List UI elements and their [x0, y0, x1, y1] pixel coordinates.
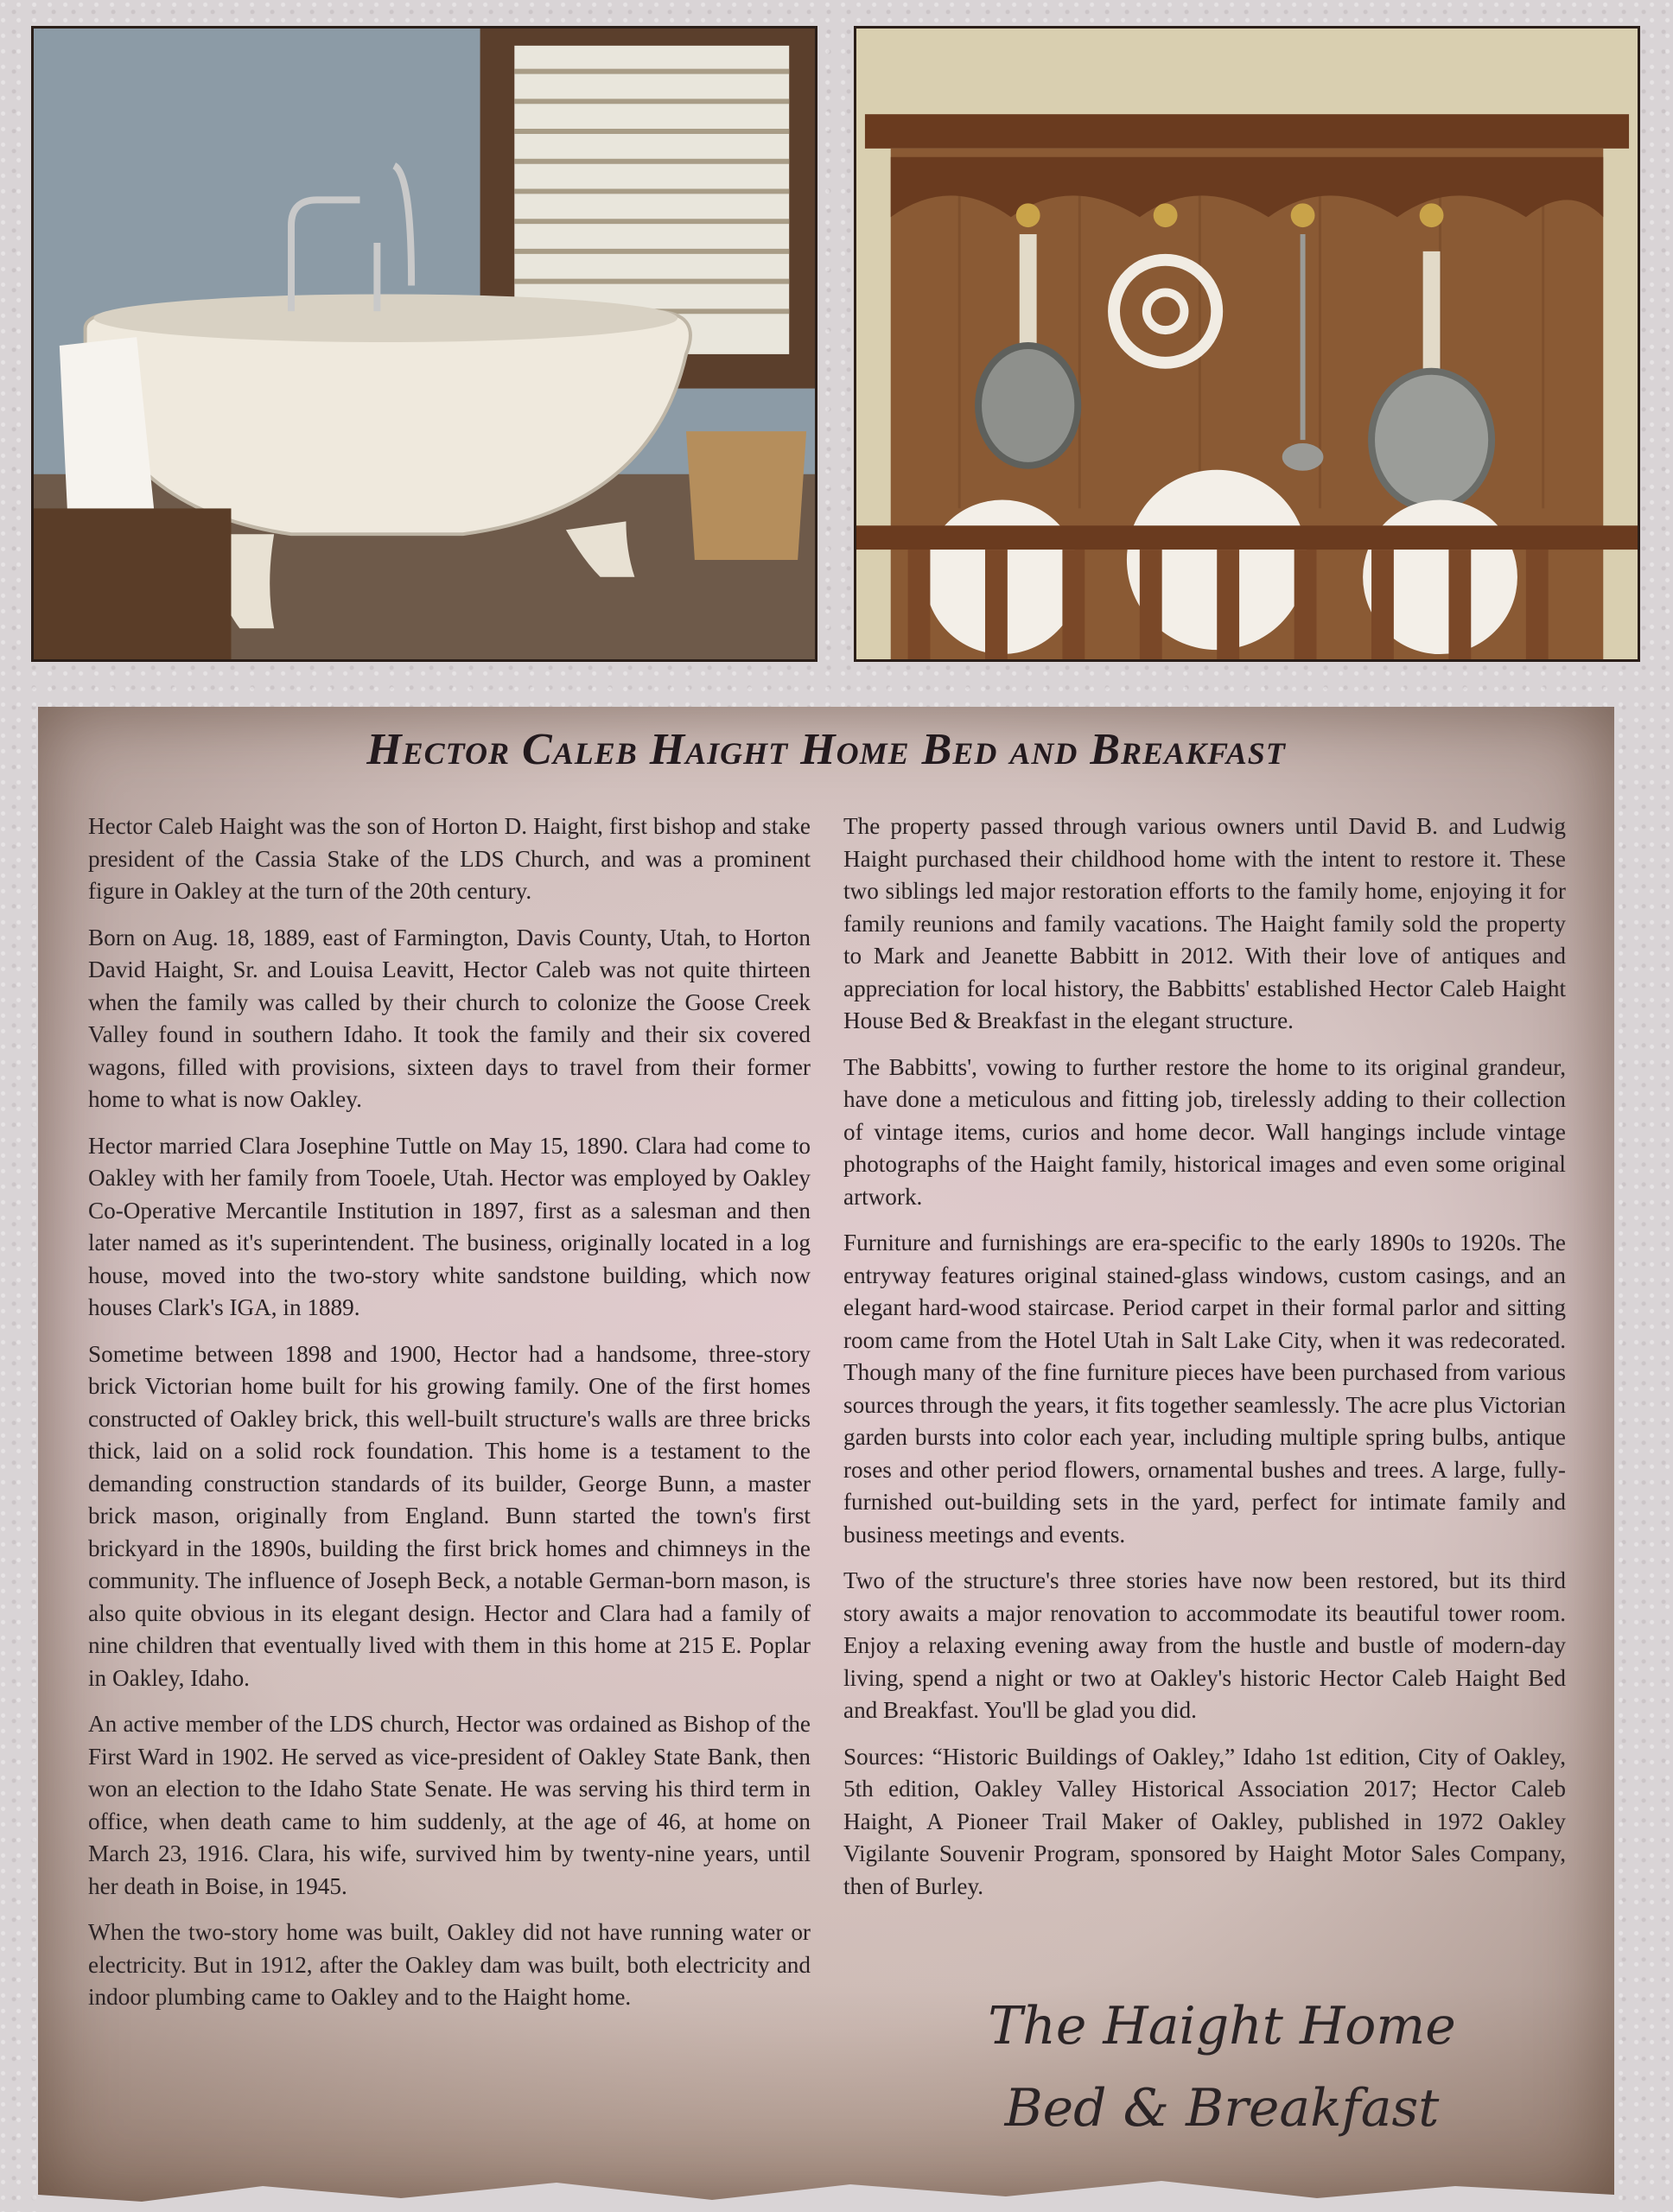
- clawfoot-bathtub-photo: [31, 26, 817, 662]
- article-right-column: [843, 810, 1566, 1916]
- paragraph: Two of the structure's three stories have now been restored, but its third story awaits a major renovation to accommodate its beautiful tower room. Enjoy a relaxing evening away from the hustle and bustle of modern-day living, spend a night or two at Oakley's historic Hector Caleb Haight Bed and Breakfast. You'll be glad you did.: [843, 1567, 1566, 1723]
- sources-paragraph: Sources: “Historic Buildings of Oakley,” Idaho 1st edition, City of Oakley, 5th edition, Oakley Valley Historical Association 2017; Hector Caleb Haight, A Pioneer Trail Maker of Oakley, published in 1972 Oakley Vigilante Souvenir Program, sponsored by Haight Motor Sales Company, then of Burley.: [843, 1743, 1566, 1899]
- bathtub-illustration: [34, 29, 815, 659]
- signature-line: Bed & Breakfast: [1004, 2078, 1440, 2139]
- paragraph: When the two-story home was built, Oakley did not have running water or electricity. But in 1912, after the Oakley dam was built, both electricity and indoor plumbing came to Oakley and to the Haight home.: [88, 1919, 811, 2010]
- pot-rack-illustration: [856, 29, 1638, 659]
- paragraph: Sometime between 1898 and 1900, Hector had a handsome, three-story brick Victorian home built for his growing family. One of the first homes constructed of Oakley brick, this well-built structure's walls are three bricks thick, laid on a solid rock foundation. This home is a testament to the demanding construction standards of its builder, George Bunn, a master brick mason, originally from England. Bunn started the town's first brickyard in the 1890s, building the first brick homes and chimneys in the community. The influence of Joseph Beck, a notable German-born mason, is also quite obvious in its elegant design. Hector and Clara had a family of nine children that eventually lived with them in this home at 215 E. Poplar in Oakley, Idaho.: [88, 1340, 811, 1691]
- paragraph: Furniture and furnishings are era-specific to the early 1890s to 1920s. The entryway features original stained-glass windows, custom casings, and an elegant hard-wood staircase. Period carpet in their formal parlor and sitting room came from the Hotel Utah in Salt Lake City, when it was redecorated. Though many of the fine furniture pieces have been purchased from various sources through the years, it fits together seamlessly. The acre plus Victorian garden bursts into color each year, including multiple spring bulbs, antique roses and other period flowers, ornamental bushes and trees. A large, fully-furnished out-building sets in the yard, perfect for intimate family and business meetings and events.: [843, 1230, 1566, 1548]
- paragraph: Born on Aug. 18, 1889, east of Farmington, Davis County, Utah, to Horton David Haight, Sr. and Louisa Leavitt, Hector Caleb was not quite thirteen when the family was called by their church to colonize the Goose Creek Valley found in southern Idaho. It took the family and their six covered wagons, filled with provisions, sixteen days to travel from their former home to what is now Oakley.: [88, 924, 811, 1112]
- kitchen-rack-photo: [854, 26, 1640, 662]
- paragraph: The Babbitts', vowing to further restore the home to its original grandeur, have done a meticulous and fitting job, tirelessly adding to their collection of vintage items, curios and home decor. Wall hangings include vintage photographs of the Haight family, historical images and even some original artwork.: [843, 1053, 1566, 1210]
- signature-line: The Haight Home: [988, 1996, 1456, 2056]
- article-title: Hector Caleb Haight Home Bed and Breakfast: [366, 725, 1286, 774]
- signature-logo: [919, 1986, 1524, 2150]
- torn-edge-decoration: [38, 2160, 1614, 2212]
- paragraph: Hector Caleb Haight was the son of Horton D. Haight, first bishop and stake president of the Cassia Stake of the LDS Church, and was a prominent figure in Oakley at the turn of the 20th century.: [88, 813, 811, 904]
- article-left-column: [88, 810, 811, 2028]
- paragraph: Hector married Clara Josephine Tuttle on May 15, 1890. Clara had come to Oakley with her family from Tooele, Utah. Hector was employed by Oakley Co-Operative Mercantile Institution in 1897, first as a salesman and then later named as it's superintendent. The business, originally located in a log house, moved into the two-story white sandstone building, which now houses Clark's IGA, in 1889.: [88, 1132, 811, 1320]
- paragraph: An active member of the LDS church, Hector was ordained as Bishop of the First Ward in 1902. He served as vice-president of Oakley State Bank, then won an election to the Idaho State Senate. He was serving his third term in office, when death came to him suddenly, at the age of 46, at home on March 23, 1916. Clara, his wife, survived him by twenty-nine years, until her death in Boise, in 1945.: [88, 1711, 811, 1899]
- article-panel: [38, 707, 1614, 2212]
- paragraph: The property passed through various owners until David B. and Ludwig Haight purchased their childhood home with the intent to restore it. These two siblings led major restoration efforts to the family home, enjoying it for family reunions and family vacations. The Haight family sold the property to Mark and Jeanette Babbitt in 2012. With their love of antiques and appreciation for local history, the Babbitts' established Hector Caleb Haight House Bed & Breakfast in the elegant structure.: [843, 813, 1566, 1033]
